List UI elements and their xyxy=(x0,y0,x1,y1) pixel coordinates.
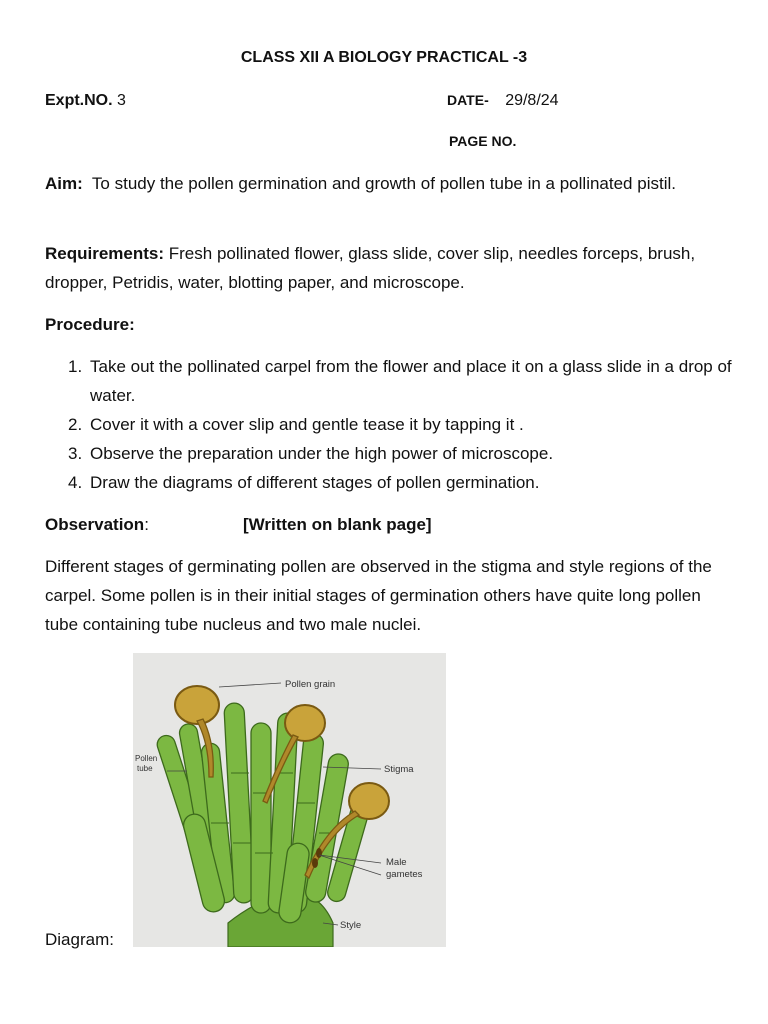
requirements-text: Fresh pollinated flower, glass slide, cover slip, needles forceps, brush, dropper, Petridis, water, blotting paper, and microscope. xyxy=(45,244,696,292)
observation-heading: Observation: [Written on blank page] xyxy=(45,510,725,539)
label-male-gametes-2: gametes xyxy=(386,869,423,880)
procedure-steps xyxy=(45,352,768,497)
procedure-label: Procedure: xyxy=(45,315,135,334)
date-label: DATE- xyxy=(447,92,489,108)
observation-label: Observation xyxy=(45,515,145,534)
aim-text: To study the pollen germination and growth of pollen tube in a pollinated pistil. xyxy=(91,174,676,193)
label-pollen-tube-2: tube xyxy=(137,764,153,773)
requirements-label: Requirements: xyxy=(45,244,165,263)
label-stigma: Stigma xyxy=(384,764,414,775)
page-title: CLASS XII A BIOLOGY PRACTICAL -3 xyxy=(240,49,528,66)
pollen-germination-figure xyxy=(133,653,446,947)
diagram-label: Diagram: xyxy=(45,930,114,949)
label-pollen-tube-1: Pollen xyxy=(135,754,158,763)
expt-value: 3 xyxy=(117,92,126,109)
date-field xyxy=(447,92,559,110)
list-item: 1. Take out the pollinated carpel from the flower and place it on a glass slide in a drop of water. xyxy=(68,357,732,405)
date-value: 29/8/24 xyxy=(505,92,559,109)
pollen-germination-illustration xyxy=(133,653,446,947)
requirements-section xyxy=(45,239,725,297)
aim-label: Aim: xyxy=(45,174,83,193)
list-item: 4. Draw the diagrams of different stages of pollen germination. xyxy=(68,473,540,492)
list-item: 2. Cover it with a cover slip and gentle tease it by tapping it . xyxy=(68,415,524,434)
experiment-number xyxy=(45,92,126,110)
list-item: 3. Observe the preparation under the high power of microscope. xyxy=(68,444,554,463)
label-style: Style xyxy=(340,920,362,931)
observation-note: [Written on blank page] xyxy=(243,515,432,534)
label-male-gametes-1: Male xyxy=(386,857,407,868)
observation-text: Different stages of germinating pollen are observed in the stigma and style regions of the carpel. Some pollen is in their initial stages of germination others have quite long pollen tube containing tube nucleus and two male nuclei. xyxy=(45,557,712,634)
expt-label: Expt.NO. xyxy=(45,92,113,109)
label-pollen-grain: Pollen grain xyxy=(285,679,336,690)
aim-section xyxy=(45,169,725,198)
page-number-label: PAGE NO. xyxy=(449,133,517,149)
